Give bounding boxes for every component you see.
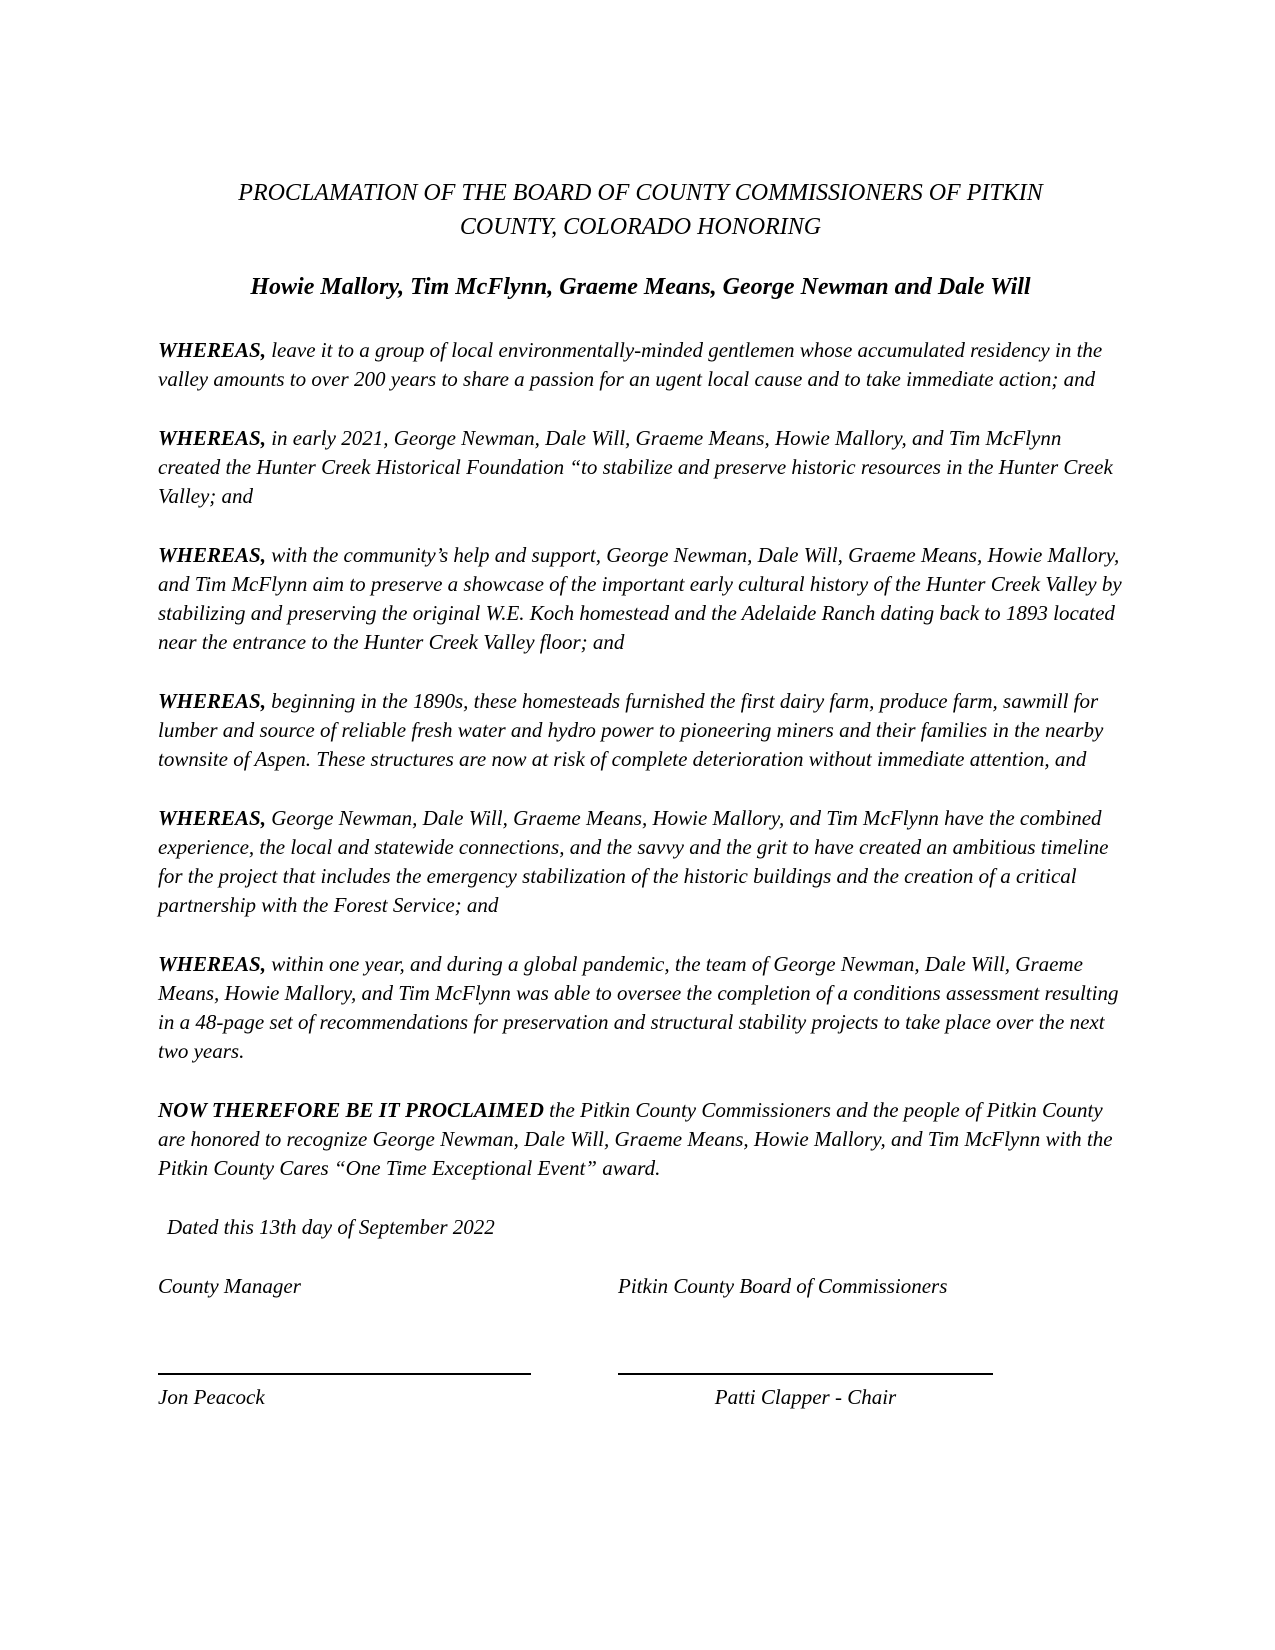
whereas-body-4: beginning in the 1890s, these homesteads furnished the first dairy farm, produce farm, sawmill for lumber and source of reliable fresh water and hydro power to pioneering miners and their families in the nearby townsite of Aspen. These structures are now at risk of complete deterioration without immediate attention, and bbox=[158, 689, 1104, 771]
signature-row bbox=[158, 1373, 1123, 1412]
signature-block-left bbox=[158, 1373, 618, 1412]
whereas-lead-4: WHEREAS, bbox=[158, 689, 266, 713]
signature-line-left bbox=[158, 1373, 531, 1375]
proclaimed-paragraph bbox=[158, 1096, 1123, 1183]
whereas-paragraph-5 bbox=[158, 804, 1123, 920]
whereas-paragraph-1 bbox=[158, 336, 1123, 394]
county-manager-name: Jon Peacock bbox=[158, 1385, 265, 1409]
whereas-lead-2: WHEREAS, bbox=[158, 426, 266, 450]
board-of-commissioners-label: Pitkin County Board of Commissioners bbox=[618, 1274, 948, 1298]
whereas-body-6: within one year, and during a global pandemic, the team of George Newman, Dale Will, Graeme Means, Howie Mallory, and Tim McFlynn was able to oversee the completion of a conditions assessment resulting in a 48-page set of recommendations for preservation and structural stability projects to take place over the next two years. bbox=[158, 952, 1119, 1063]
proclaimed-lead: NOW THEREFORE BE IT PROCLAIMED bbox=[158, 1098, 544, 1122]
proclaimed-body: the Pitkin County Commissioners and the people of Pitkin County are honored to recognize George Newman, Dale Will, Graeme Means, Howie Mallory, and Tim McFlynn with the Pitkin County Cares “One Time Exceptional Event” award. bbox=[158, 1098, 1113, 1180]
whereas-body-5: George Newman, Dale Will, Graeme Means, Howie Mallory, and Tim McFlynn have the combined experience, the local and statewide connections, and the savvy and the grit to have created an ambitious timeline for the project that includes the emergency stabilization of the historic buildings and the creation of a critical partnership with the Forest Service; and bbox=[158, 806, 1109, 917]
whereas-paragraph-6 bbox=[158, 950, 1123, 1066]
document-title bbox=[158, 176, 1123, 244]
whereas-lead-3: WHEREAS, bbox=[158, 543, 266, 567]
whereas-body-3: with the community’s help and support, George Newman, Dale Will, Graeme Means, Howie Mallory, and Tim McFlynn aim to preserve a showcase of the important early cultural history of the Hunter Creek Valley by stabilizing and preserving the original W.E. Koch homestead and the Adelaide Ranch dating back to 1893 located near the entrance to the Hunter Creek Valley floor; and bbox=[158, 543, 1122, 654]
whereas-lead-5: WHEREAS, bbox=[158, 806, 266, 830]
whereas-body-2: in early 2021, George Newman, Dale Will, Graeme Means, Howie Mallory, and Tim McFlynn created the Hunter Creek Historical Foundation “to stabilize and preserve historic resources in the Hunter Creek Valley; and bbox=[158, 426, 1113, 508]
signature-labels-row bbox=[158, 1272, 1123, 1301]
document-title-line-2: COUNTY, COLORADO HONORING bbox=[459, 214, 822, 240]
honorees-line: Howie Mallory, Tim McFlynn, Graeme Means, George Newman and Dale Will bbox=[250, 274, 1031, 300]
whereas-lead-1: WHEREAS, bbox=[158, 338, 266, 362]
dated-line: Dated this 13th day of September 2022 bbox=[167, 1215, 495, 1239]
signature-block-right bbox=[618, 1373, 1123, 1412]
whereas-body-1: leave it to a group of local environmentally-minded gentlemen whose accumulated residency in the valley amounts to over 200 years to share a passion for an ugent local cause and to take immediate action; and bbox=[158, 338, 1103, 391]
signature-line-right bbox=[618, 1373, 993, 1375]
chair-name: Patti Clapper - Chair bbox=[714, 1385, 897, 1409]
whereas-paragraph-4 bbox=[158, 687, 1123, 774]
whereas-paragraph-3 bbox=[158, 541, 1123, 657]
whereas-lead-6: WHEREAS, bbox=[158, 952, 266, 976]
document-title-line-1: PROCLAMATION OF THE BOARD OF COUNTY COMMISSIONERS OF PITKIN bbox=[238, 180, 1043, 206]
county-manager-label: County Manager bbox=[158, 1274, 301, 1298]
whereas-paragraph-2 bbox=[158, 424, 1123, 511]
